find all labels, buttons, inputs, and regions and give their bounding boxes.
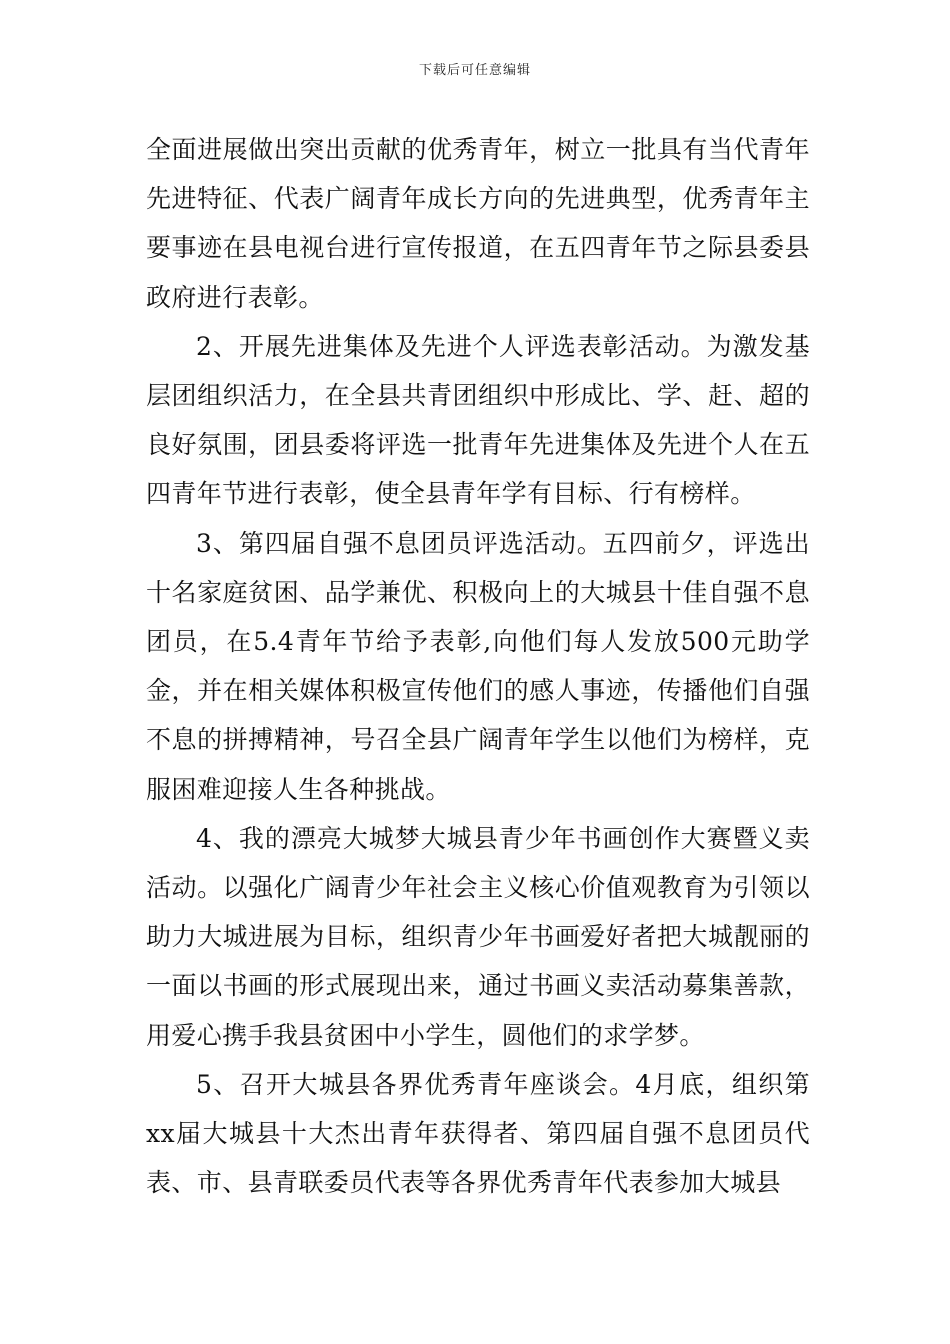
page-header: 下载后可任意编辑 xyxy=(418,63,531,78)
paragraph-item-4: 4、我的漂亮大城梦大城县青少年书画创作大赛暨义卖活动。以强化广阔青少年社会主义核心价值观教育为引领以助力大城进展为目标，组织青少年书画爱好者把大城靓丽的一面以书画的形式展现出来，通过书画义卖活动募集善款，用爱心携手我县贫困中小学生，圆他们的求学梦。 xyxy=(146,823,810,1050)
paragraph-item-2: 2、开展先进集体及先进个人评选表彰活动。为激发基层团组织活力，在全县共青团组织中形成比、学、赶、超的良好氛围，团县委将评选一批青年先进集体及先进个人在五四青年节进行表彰，使全县青年学有目标、行有榜样。 xyxy=(146,331,810,509)
paragraph-continuation: 全面进展做出突出贡献的优秀青年，树立一批具有当代青年先进特征、代表广阔青年成长方向的先进典型，优秀青年主要事迹在县电视台进行宣传报道，在五四青年节之际县委县政府进行表彰。 xyxy=(146,135,810,312)
document-body xyxy=(146,125,810,1207)
paragraph-item-3: 3、第四届自强不息团员评选活动。五四前夕，评选出十名家庭贫困、品学兼优、积极向上的大城县十佳自强不息团员，在5.4青年节给予表彰,向他们每人发放500元助学金，并在相关媒体积极宣传他们的感人事迹，传播他们自强不息的拼搏精神，号召全县广阔青年学生以他们为榜样，克服困难迎接人生各种挑战。 xyxy=(146,528,810,804)
paragraph-item-5: 5、召开大城县各界优秀青年座谈会。4月底，组织第xx届大城县十大杰出青年获得者、第四届自强不息团员代表、市、县青联委员代表等各界优秀青年代表参加大城县 xyxy=(146,1069,810,1198)
